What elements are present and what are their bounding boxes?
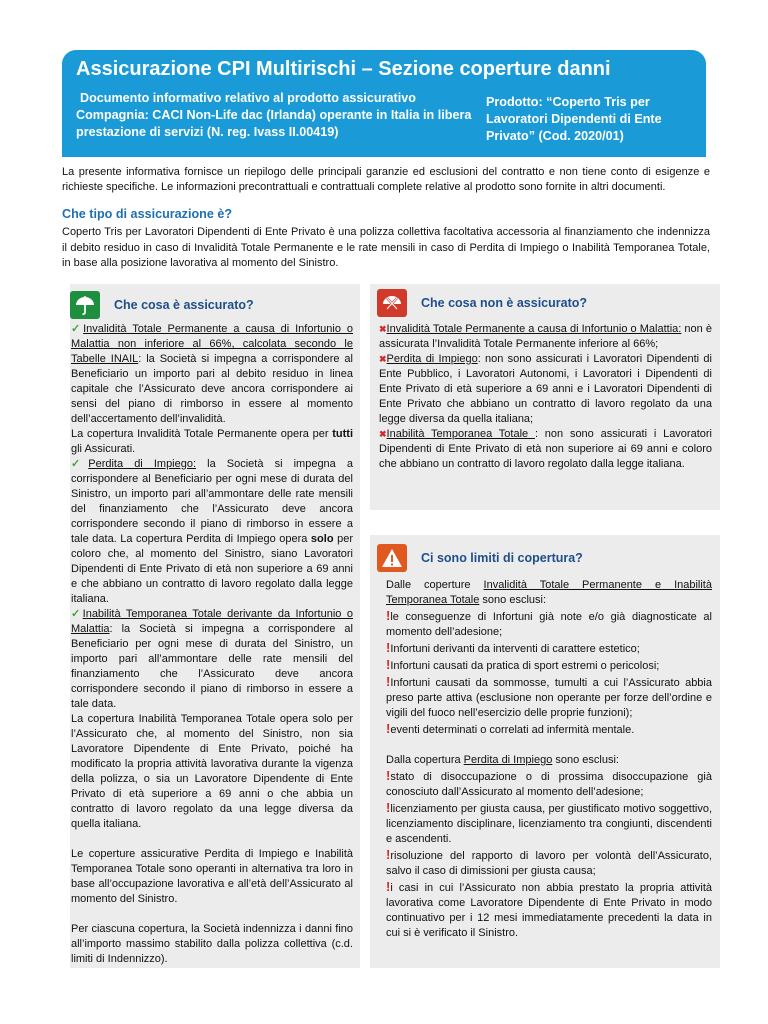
- limits-item: !risoluzione del rapporto di lavoro per volontà dell’Assicurato, salvo il caso di dimissioni per giusta causa;: [386, 847, 712, 877]
- cross-icon: ✖: [379, 354, 387, 364]
- header-banner: [62, 50, 706, 157]
- section-title-insurance-type: Che tipo di assicurazione è?: [62, 207, 233, 221]
- exclamation-icon: !: [386, 608, 391, 623]
- insured-panel-title: Che cosa è assicurato?: [114, 298, 254, 312]
- umbrella-icon: [70, 291, 100, 319]
- product-info: Prodotto: “Coperto Tris per Lavoratori Dipendenti di Ente Privato” (Cod. 2020/01): [486, 95, 662, 143]
- document-title: Assicurazione CPI Multirischi – Sezione coperture danni: [76, 58, 611, 80]
- exclamation-icon: !: [386, 800, 391, 815]
- document-info-line1: Documento informativo relativo al prodotto assicurativo: [80, 91, 416, 105]
- intro-paragraph: La presente informativa fornisce un riepilogo delle principali garanzie ed esclusioni del contratto e non tiene conto di esigenze e richieste specifiche. Le informazioni precontrattuali e contrattuali complete relative al prodotto sono fornite in altri documenti.: [62, 166, 710, 193]
- limits-panel-header: [377, 544, 583, 572]
- not-insured-panel-title: Che cosa non è assicurato?: [421, 296, 588, 310]
- insured-limit-note: Per ciascuna copertura, la Società indennizza i danni fino all’importo massimo stabilito dalla polizza collettiva (c.d. limiti di Indennizzo).: [71, 923, 353, 965]
- insured-panel-header: [70, 291, 254, 319]
- limits-item: !le conseguenze di Infortuni già note e/o già diagnosticate al momento dell’adesione;: [386, 608, 712, 638]
- limits-item: !Infortuni derivanti da interventi di carattere estetico;: [386, 640, 640, 655]
- cross-icon: ✖: [379, 429, 387, 439]
- limits-intro-2: Dalla copertura Perdita di Impiego sono esclusi:: [386, 754, 619, 766]
- insurance-type-text: Coperto Tris per Lavoratori Dipendenti di Ente Privato è una polizza collettiva facoltativa accessoria al finanziamento che indennizza il debito residuo in caso di Invalidità Totale Permanente e le rate mensili in caso di Perdita di Impiego o Inabilità Temporanea Totale, in base alla posizione lavorativa al momento del Sinistro.: [62, 226, 710, 269]
- limits-item: !i casi in cui l’Assicurato non abbia prestato la propria attività lavorativa come Lavoratore Dipendente di Ente Privato in modo continuativo per i 12 mesi immediatamente precedenti la data in cui si è verificato il Sinistro.: [386, 879, 712, 939]
- umbrella-crossed-icon: [377, 289, 407, 317]
- insured-item-itt: ✓Inabilità Temporanea Totale derivante da Infortunio o Malattia: la Società si impegna a corrispondere al Beneficiario per ogni mese di durata del Sinistro, un importo pari all’ammontare delle rate mensili del finanziamento che l’Assicurato deve ancora corrispondere secondo il piano di rimborso in essere a tale data.: [71, 608, 353, 710]
- check-icon: ✓: [71, 458, 89, 470]
- limits-intro-1: Dalle coperture Invalidità Totale Permanente e Inabilità Temporanea Totale sono esclusi:: [386, 579, 712, 606]
- exclamation-icon: !: [386, 768, 391, 783]
- limits-item: !Infortuni causati da pratica di sport estremi o pericolosi;: [386, 657, 660, 672]
- not-insured-item-pi: ✖Perdita di Impiego: non sono assicurati i Lavoratori Dipendenti di Ente Pubblico, i Lavoratori Autonomi, i Lavoratori i Dipendenti di Ente Privato di età superiore a 69 anni e i Lavoratori Dipendenti di Ente Privato che abbiano un contratto di lavoro regolato da una legge diversa da quella italiana;: [379, 353, 712, 425]
- exclamation-icon: !: [386, 847, 391, 862]
- exclamation-icon: !: [386, 721, 391, 736]
- insured-panel-body: [71, 322, 353, 967]
- document-info: [76, 90, 476, 141]
- limits-panel-title: Ci sono limiti di copertura?: [421, 551, 583, 565]
- company-info: Compagnia: CACI Non-Life dac (Irlanda) operante in Italia in libera prestazione di servizi (N. reg. Ivass II.00419): [76, 108, 472, 139]
- warning-icon: [377, 544, 407, 572]
- insured-item-pi: ✓Perdita di Impiego: la Società si impegna a corrispondere al Beneficiario per ogni mese di durata del Sinistro, un importo pari all’ammontare delle rate mensili del finanziamento che l’Assicurato deve ancora corrispondere secondo il piano di rimborso in essere a tale data. La copertura Perdita di Impiego opera solo per coloro che, al momento del Sinistro, siano Lavoratori Dipendenti di Ente Privato di età non superiore a 69 anni e che abbiano un contratto di lavoro regolato dalla legge italiana.: [71, 458, 354, 605]
- not-insured-item-itt: ✖Inabilità Temporanea Totale : non sono assicurati i Lavoratori Dipendenti di Ente Privato di età non superiore ai 69 anni e coloro che abbiano un contratto di lavoro regolato dalla legge italiana.: [379, 428, 712, 470]
- not-insured-panel-header: [377, 289, 587, 317]
- limits-item: !licenziamento per giusta causa, per giustificato motivo soggettivo, licenziamento disciplinare, licenziamento tra congiunti, discendenti e ascendenti.: [386, 800, 712, 845]
- insured-itt-note: La copertura Inabilità Temporanea Totale opera solo per l’Assicurato che, al momento del Sinistro, non sia Lavoratore Dipendente di Ente Privato, poiché ha modificato la propria attività lavorativa durante la vigenza della polizza, o sia un Lavoratore Dipendente di Ente Privato di età superiore a 69 anni o che abbia un contratto di lavoro regolato da una legge diversa da quella italiana.: [71, 713, 353, 830]
- limits-panel-body: [386, 578, 712, 941]
- limits-item: !eventi determinati o correlati ad infermità mentale.: [386, 721, 635, 736]
- exclamation-icon: !: [386, 657, 391, 672]
- not-insured-item-itp: ✖Invalidità Totale Permanente a causa di Infortunio o Malattia: non è assicurata l’Invalidità Totale Permanente inferiore al 66%;: [379, 323, 712, 350]
- limits-item: !Infortuni causati da sommosse, tumulti a cui l’Assicurato abbia preso parte attiva (esclusione non operante per forze dell’ordine e vigili del fuoco nell’esercizio delle proprie funzioni);: [386, 674, 712, 719]
- exclamation-icon: !: [386, 674, 391, 689]
- insured-itp-note: La copertura Invalidità Totale Permanente opera per tutti gli Assicurati.: [71, 428, 353, 455]
- check-icon: ✓: [71, 608, 83, 620]
- limits-item: !stato di disoccupazione o di prossima disoccupazione già conosciuto dall’Assicurato al momento dell’adesione;: [386, 768, 712, 798]
- exclamation-icon: !: [386, 640, 391, 655]
- limits-group-2: [386, 768, 712, 941]
- not-insured-panel-body: [379, 322, 712, 472]
- insured-item-itp: ✓Invalidità Totale Permanente a causa di Infortunio o Malattia non inferiore al 66%, calcolata secondo le Tabelle INAIL: la Società si impegna a corrispondere al Beneficiario un importo pari al debito residuo in linea capitale che l’Assicurato deve ancora corrispondere ai sensi del piano di rimborso in essere al momento dell’accertamento dell’invalidità.: [71, 323, 353, 425]
- cross-icon: ✖: [379, 324, 387, 334]
- limits-group-1: [386, 608, 712, 738]
- insured-alternative-note: Le coperture assicurative Perdita di Impiego e Inabilità Temporanea Totale sono operanti in alternativa tra loro in base all’occupazione lavorativa e all’età dell’Assicurato al momento del Sinistro.: [71, 848, 353, 905]
- exclamation-icon: !: [386, 879, 391, 894]
- check-icon: ✓: [71, 323, 84, 335]
